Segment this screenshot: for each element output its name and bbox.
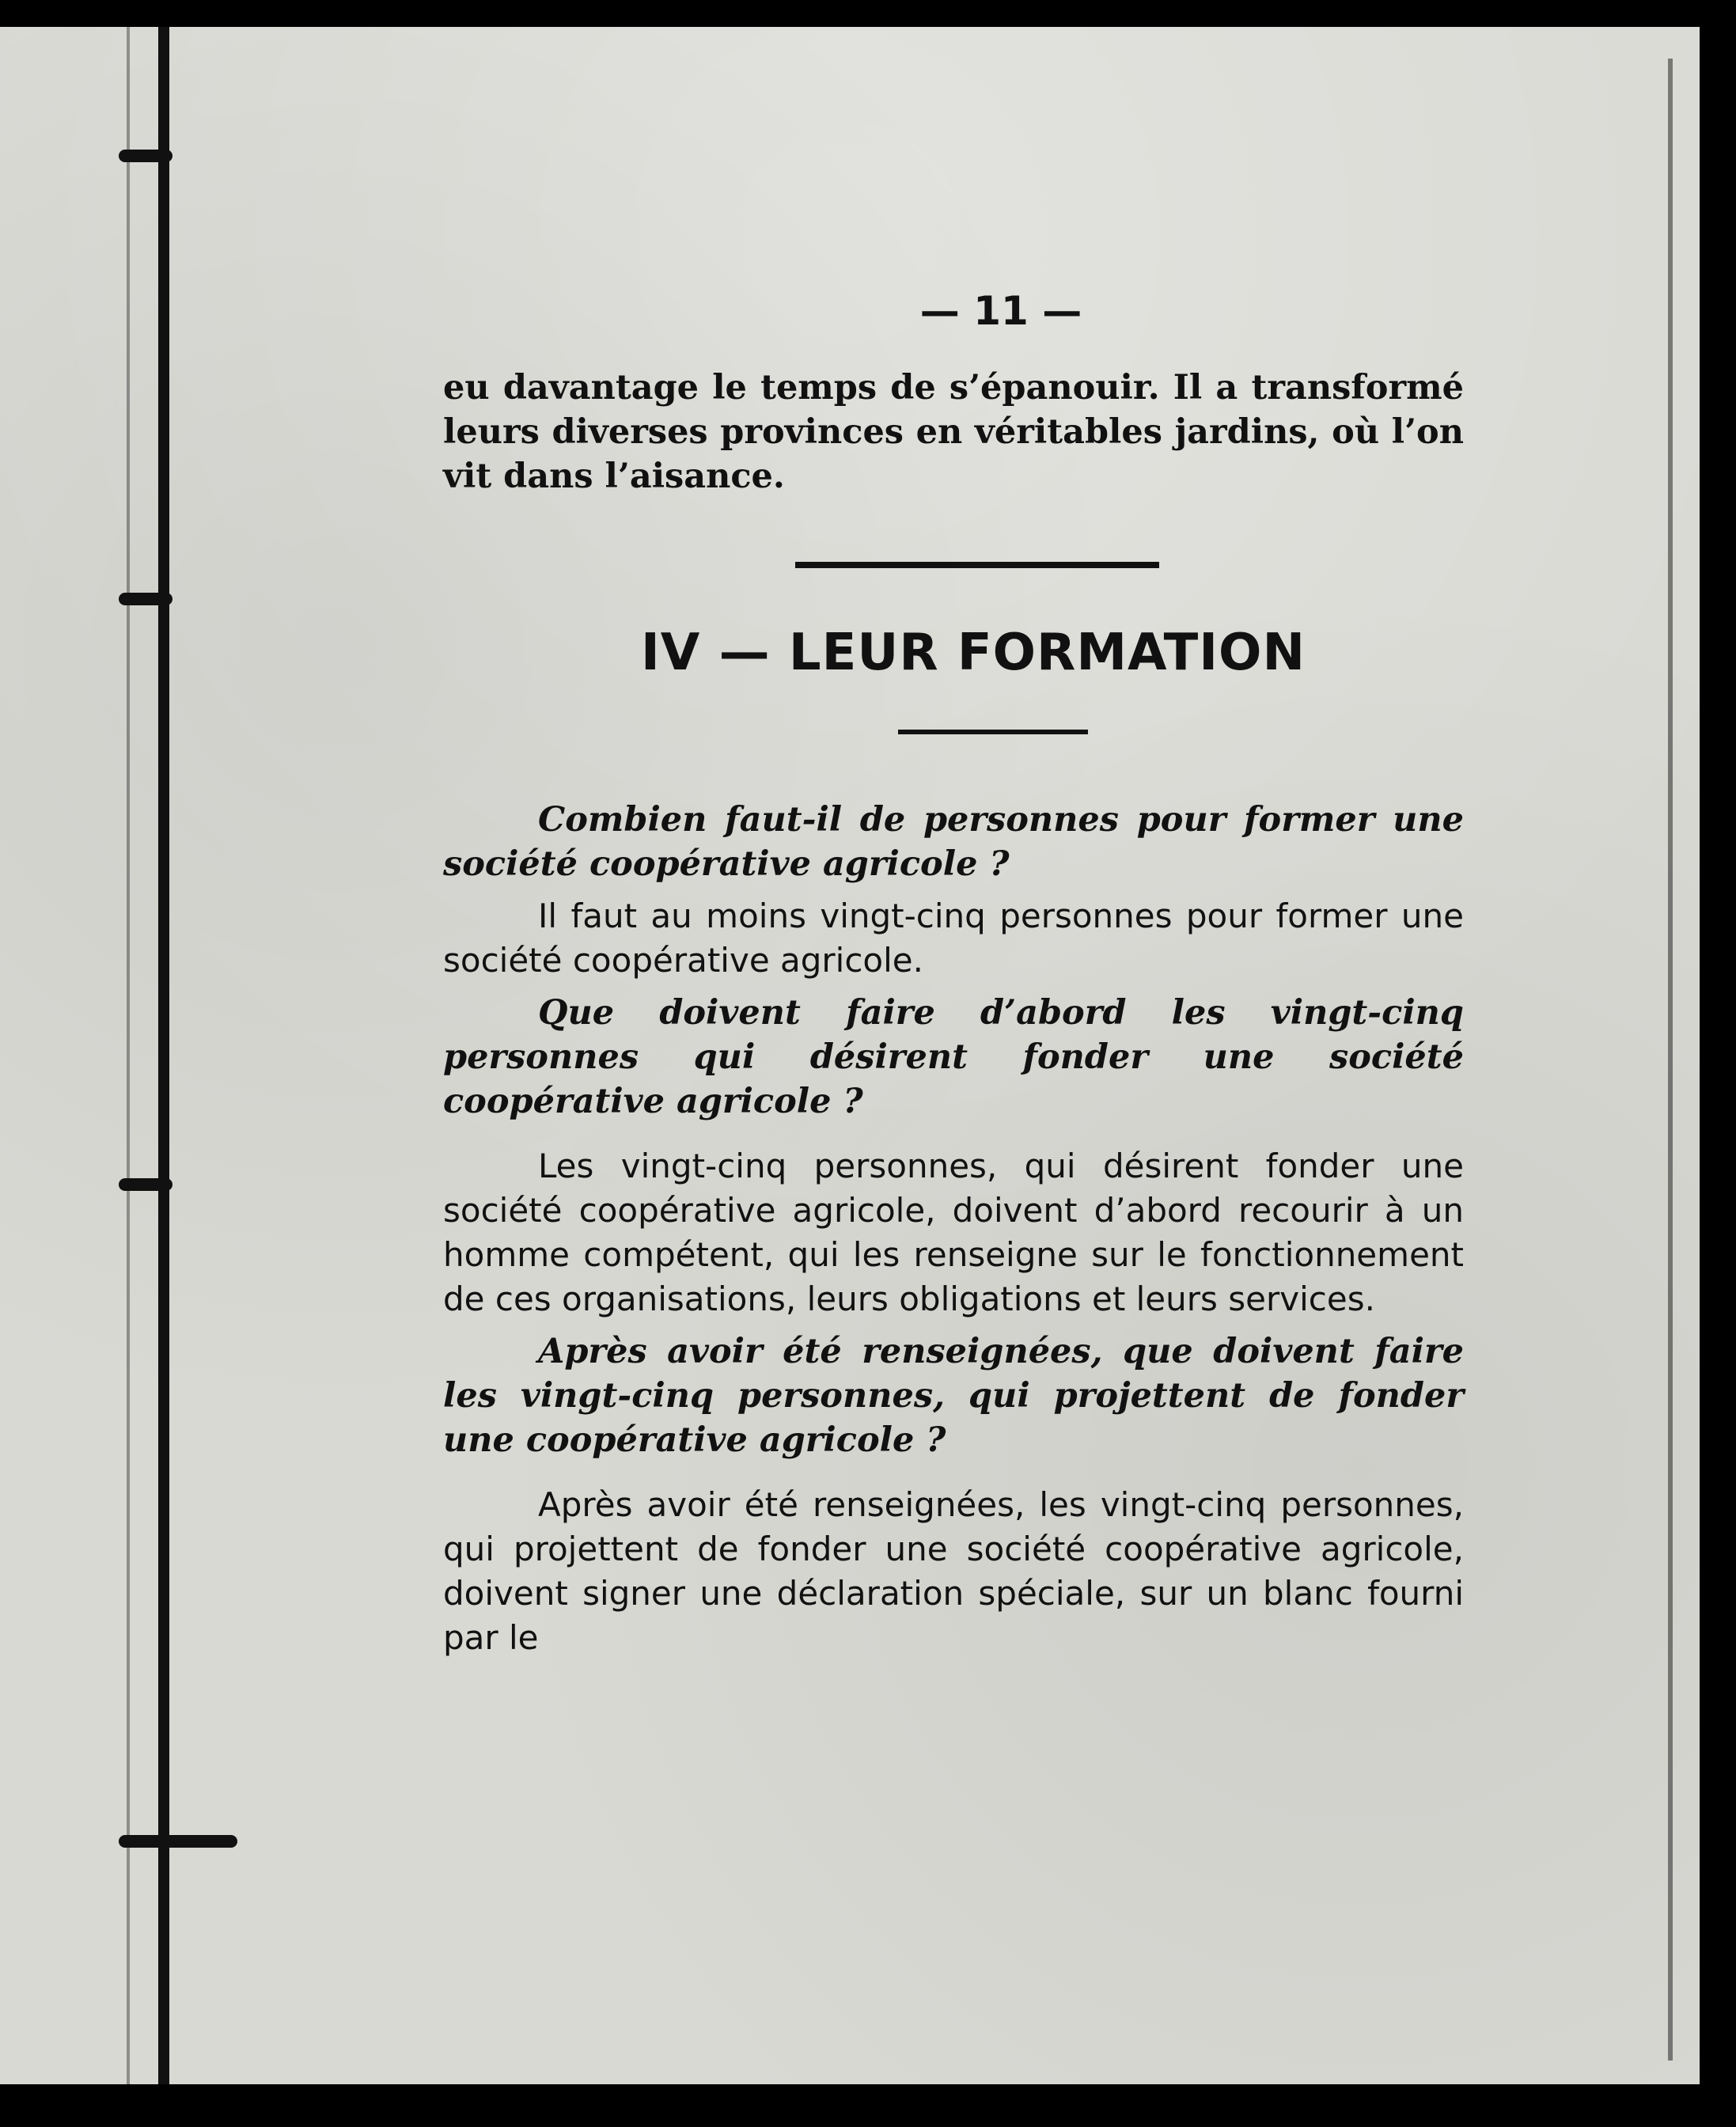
staple-mark [119,1178,172,1191]
page-content [443,288,1464,1660]
answer-text: Après avoir été renseignées, les vingt-cinq personnes, qui projettent de fonder une société coopérative agricole, doivent signer une déclaration spéciale, sur un blanc fourni par le [443,1485,1464,1657]
section-heading: IV — LEUR FORMATION [640,624,1306,682]
question-text: Que doivent faire d’abord les vingt-cinq personnes qui désirent fonder une société coopérative agricole ? [443,993,1464,1121]
answer-text: Les vingt-cinq personnes, qui désirent fonder une société coopérative agricole, doivent d’abord recourir à un homme compétent, qui les renseigne sur le fonctionnement de ces organisations, leurs obligations et leurs services. [443,1147,1464,1318]
page-right-edge [1668,59,1673,2061]
question-text: Après avoir été renseignées, que doivent faire les vingt-cinq personnes, qui projettent de fonder une coopérative agricole ? [443,1332,1464,1460]
scanned-page [0,27,1700,2084]
continuation-paragraph: eu davantage le temps de s’épanouir. Il a transformé leurs diverses provinces en véritables jardins, où l’on vit dans l’aisance. [443,368,1464,496]
heading-underline [898,730,1088,734]
answer-text: Il faut au moins vingt-cinq personnes pour former une société coopérative agricole. [443,897,1464,980]
page-number: — 11 — [919,288,1082,334]
binding-gutter [158,27,169,2084]
staple-mark [119,1835,237,1848]
page-gutter-edge [127,27,130,2084]
section-divider [795,562,1159,568]
question-text: Combien faut-il de personnes pour former une société coopérative agricole ? [443,800,1464,884]
staple-mark [119,593,172,605]
staple-mark [119,150,172,162]
